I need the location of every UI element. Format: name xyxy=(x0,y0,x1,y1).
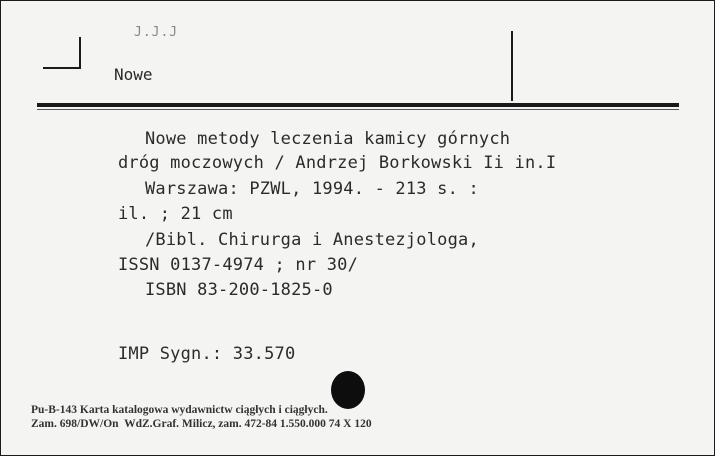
punch-hole xyxy=(331,371,365,409)
series-line: /Bibl. Chirurga i Anestezjologa, xyxy=(145,230,479,250)
physical-description-line: il. ; 21 cm xyxy=(118,204,233,224)
footer-line-1: Pu-B-143 Karta katalogowa wydawnictw ciągłych i ciągłych. xyxy=(31,404,328,416)
title-line-1: Nowe metody leczenia kamicy górnych xyxy=(145,129,511,149)
signature-line: IMP Sygn.: 33.570 xyxy=(118,344,296,364)
vertical-divider xyxy=(511,31,513,101)
isbn-line: ISBN 83-200-1825-0 xyxy=(145,280,333,300)
header-rule-thick xyxy=(37,103,679,107)
imprint-line: Warszawa: PZWL, 1994. - 213 s. : xyxy=(145,179,479,199)
card-heading: Nowe xyxy=(114,65,153,84)
corner-tick-horizontal xyxy=(43,67,81,69)
footer-line-2: Zam. 698/DW/On WdZ.Graf. Milicz, zam. 472-84 1.550.000 74 X 120 xyxy=(31,418,372,430)
issn-line: ISSN 0137-4974 ; nr 30/ xyxy=(118,255,359,275)
corner-tick-vertical xyxy=(79,37,81,69)
faint-top-mark: J.J.J xyxy=(134,25,179,40)
title-line-2: dróg moczowych / Andrzej Borkowski Ii in.I xyxy=(118,153,557,173)
header-rule-thin xyxy=(37,109,679,110)
